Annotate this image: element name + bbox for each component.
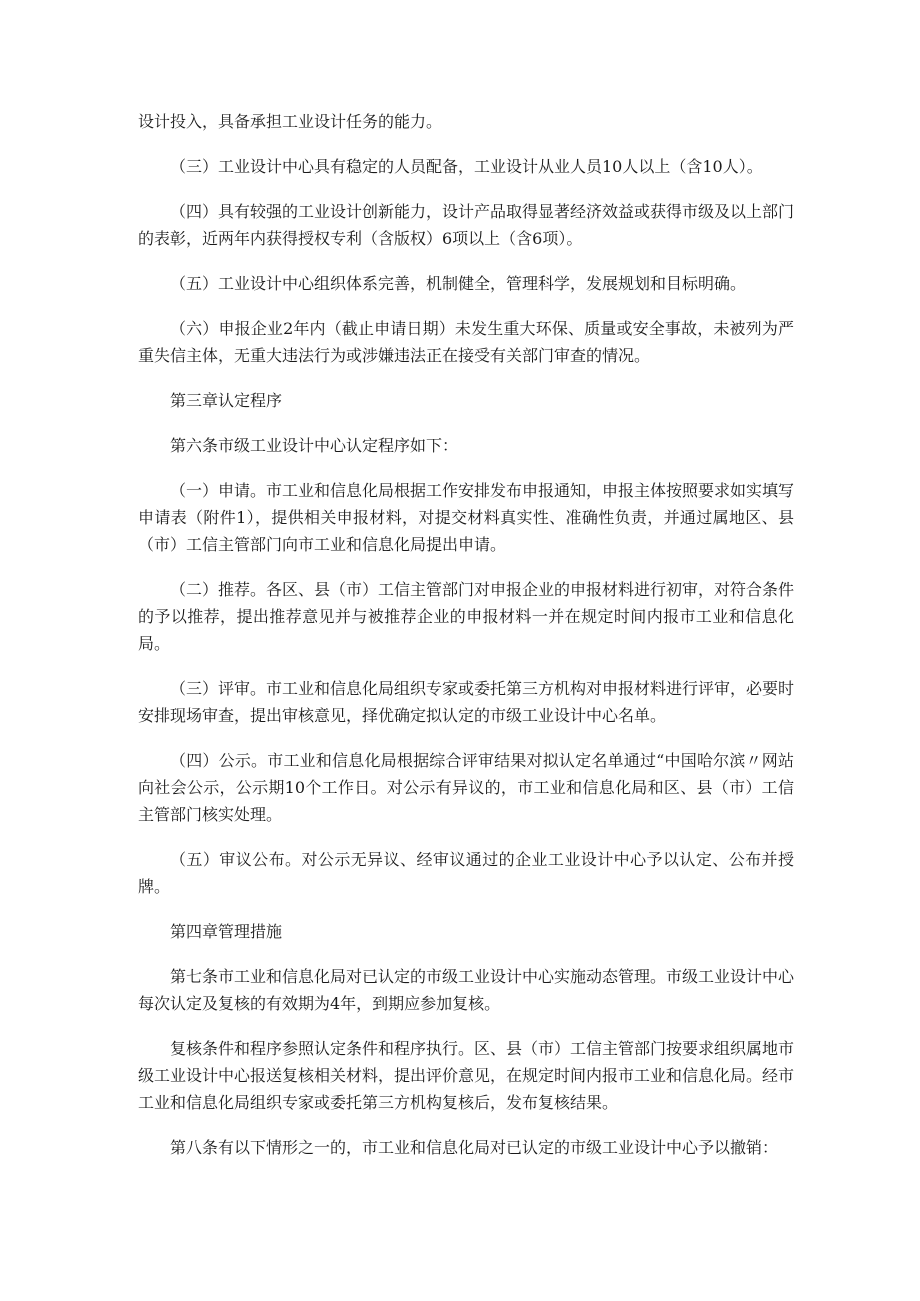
paragraph-review-conditions: 复核条件和程序参照认定条件和程序执行。区、县（市）工信主管部门按要求组织属地市级工业设计中心报送复核相关材料，提出评价意见，在规定时间内报市工业和信息化局。经市工业和信息化局组织专家或委托第三方机构复核后，发布复核结果。: [138, 1039, 795, 1112]
procedure-step-3-review: （三）评审。市工业和信息化局组织专家或委托第三方机构对申报材料进行评审，必要时安排现场审查，提出审核意见，择优确定拟认定的市级工业设计中心名单。: [138, 679, 795, 725]
paragraph-item-4-innovation: （四）具有较强的工业设计创新能力，设计产品取得显著经济效益或获得市级及以上部门的表彰，近两年内获得授权专利（含版权）6项以上（含6项）。: [138, 202, 795, 248]
procedure-step-2-recommendation: （二）推荐。各区、县（市）工信主管部门对申报企业的申报材料进行初审，对符合条件的予以推荐，提出推荐意见并与被推荐企业的申报材料一并在规定时间内报市工业和信息化局。: [138, 580, 795, 653]
document-body: [138, 108, 794, 1179]
article-6-intro: 第六条市级工业设计中心认定程序如下：: [170, 436, 459, 455]
procedure-step-5-announcement: （五）审议公布。对公示无异议、经审议通过的企业工业设计中心予以认定、公布并授牌。: [138, 850, 794, 896]
paragraph-item-6-compliance: （六）申报企业2年内（截止申请日期）未发生重大环保、质量或安全事故，未被列为严重失信主体，无重大违法行为或涉嫌违法正在接受有关部门审查的情况。: [138, 319, 794, 365]
paragraph-item-3-staffing: （三）工业设计中心具有稳定的人员配备，工业设计从业人员10人以上（含10人）。: [170, 157, 763, 176]
article-8-revocation: 第八条有以下情形之一的，市工业和信息化局对已认定的市级工业设计中心予以撤销：: [170, 1138, 779, 1157]
paragraph-item-5-organization: （五）工业设计中心组织体系完善，机制健全，管理科学，发展规划和目标明确。: [170, 274, 747, 293]
procedure-step-1-application: （一）申请。市工业和信息化局根据工作安排发布申报通知，申报主体按照要求如实填写申请表（附件1），提供相关申报材料，对提交材料真实性、准确性负责，并通过属地区、县（市）工信主管部门向市工业和信息化局提出申请。: [138, 481, 795, 554]
paragraph-continuation: 设计投入，具备承担工业设计任务的能力。: [138, 112, 443, 131]
chapter-4-heading: 第四章管理措施: [170, 922, 283, 941]
chapter-3-heading: 第三章认定程序: [170, 391, 283, 410]
procedure-step-4-publicity: （四）公示。市工业和信息化局根据综合评审结果对拟认定名单通过“中国哈尔滨〃网站向社会公示，公示期10个工作日。对公示有异议的，市工业和信息化局和区、县（市）工信主管部门核实处理。: [138, 751, 794, 824]
article-7-dynamic-management: 第七条市工业和信息化局对已认定的市级工业设计中心实施动态管理。市级工业设计中心每次认定及复核的有效期为4年，到期应参加复核。: [138, 967, 795, 1013]
